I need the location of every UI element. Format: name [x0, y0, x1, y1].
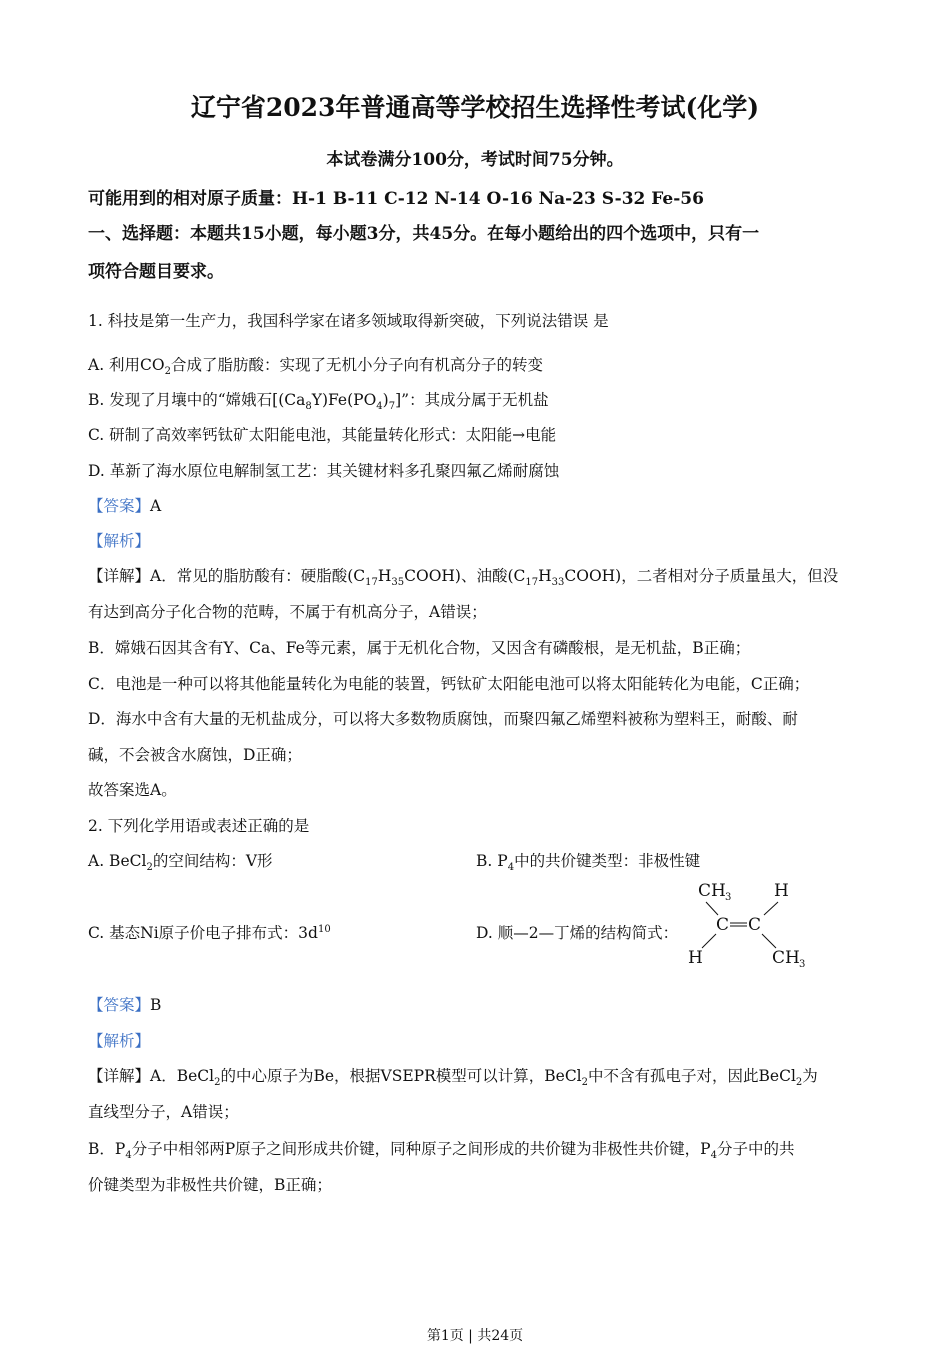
q1-detail-line3: B．嫦娥石因其含有Y、Ca、Fe等元素，属于无机化合物，又因含有磷酸根，是无机盐，B正确；	[88, 639, 751, 657]
q1-detail-line1: 【详解】A．常见的脂肪酸有：硬脂酸$(C_{17}H_{35}COOH)$、油酸$(C_{17}H_{33}COOH)$，二者相对分子质量虽大，但没	[88, 567, 839, 589]
bond-ch3-c	[706, 902, 718, 915]
q2-detail-line3: B．$P_4$分子中相邻两P原子之间形成共价键，同种原子之间形成的共价键为非极性共价键，$P_4$分子中的共	[88, 1140, 795, 1162]
section-heading-line1: 一、选择题：本题共15小题，每小题3分，共45分。在每小题给出的四个选项中，只有一	[88, 224, 760, 244]
struct-ch3-top: CH	[698, 881, 726, 901]
q2-detail-line1: 【详解】A．BeCl$_2$的中心原子为Be，根据VSEPR模型可以计算，BeCl$_2$中不含有孤电子对，因此BeCl$_2$为	[88, 1067, 818, 1089]
cis-2-butene-structure	[680, 872, 820, 972]
page-footer: 第1页 | 共24页	[426, 1328, 524, 1344]
struct-ch3-bottom: CH	[772, 948, 800, 968]
q2-stem: 2. 下列化学用语或表述正确的是	[88, 817, 310, 835]
bond-c-h	[702, 934, 716, 948]
page-title: 辽宁省2023年普通高等学校招生选择性考试(化学)	[190, 93, 760, 122]
q1-detail-line7: 故答案选A。	[88, 781, 177, 799]
q1-detail-line4: C．电池是一种可以将其他能量转化为电能的装置，钙钛矿太阳能电池可以将太阳能转化为电能，C正确；	[88, 675, 810, 693]
struct-sub3-bottom: 3	[799, 959, 806, 970]
q2-answer: 【答案】B	[88, 996, 162, 1014]
answer-tag: 【答案】	[88, 497, 151, 515]
q2-option-c: C. 基态Ni原子价电子排布式：$3d^{10}$	[88, 923, 331, 942]
section-heading-line2: 项符合题目要求。	[88, 262, 224, 282]
q1-option-d: D. 革新了海水原位电解制氢工艺：其关键材料多孔聚四氟乙烯耐腐蚀	[88, 462, 560, 480]
struct-h-bottom: H	[688, 948, 703, 968]
struct-sub3-top: 3	[725, 892, 732, 903]
q1-detail-line2: 有达到高分子化合物的范畴，不属于有机高分子，A错误；	[88, 603, 487, 621]
q2-detail-line2: 直线型分子，A错误；	[88, 1103, 239, 1121]
exam-info: 本试卷满分100分，考试时间75分钟。	[326, 150, 624, 170]
q1-detail-line5: D．海水中含有大量的无机盐成分，可以将大多数物质腐蚀，而聚四氟乙烯塑料被称为塑料王，耐酸、耐	[88, 710, 798, 728]
q2-detail-line4: 价键类型为非极性共价键，B正确；	[88, 1176, 332, 1194]
q1-option-c: C. 研制了高效率钙钛矿太阳能电池，其能量转化形式：太阳能→电能	[88, 426, 557, 444]
q2-option-a: A. BeCl$_2$的空间结构：V形	[88, 852, 273, 874]
q2-option-b: B. $P_4$中的共价键类型：非极性键	[476, 852, 701, 874]
q1-stem: 1. 科技是第一生产力，我国科学家在诸多领域取得新突破，下列说法错误 是	[88, 312, 609, 330]
q1-analysis-tag: 【解析】	[88, 532, 151, 550]
q2-option-d: D. 顺—2—丁烯的结构简式：	[476, 924, 679, 942]
answer-tag: 【答案】	[88, 996, 151, 1014]
bond-h-c	[764, 902, 778, 915]
struct-c-left: C	[716, 915, 730, 935]
q1-detail-line6: 碱，不会被含水腐蚀，D正确；	[88, 746, 302, 764]
q1-option-b: B. 发现了月壤中的“嫦娥石$[(Ca_8Y)Fe(PO_4)_7]$”：其成分属于无机盐	[88, 391, 549, 413]
q1-option-a: A. 利用$CO_2$合成了脂肪酸：实现了无机小分子向有机高分子的转变	[88, 356, 544, 378]
atomic-masses: 可能用到的相对原子质量：H-1 B-11 C-12 N-14 O-16 Na-23 S-32 Fe-56	[88, 189, 704, 209]
bond-c-ch3	[762, 934, 776, 948]
struct-h-top: H	[774, 881, 789, 901]
struct-c-right: C	[748, 915, 762, 935]
q2-analysis-tag: 【解析】	[88, 1032, 151, 1050]
q1-answer: 【答案】A	[88, 497, 162, 515]
